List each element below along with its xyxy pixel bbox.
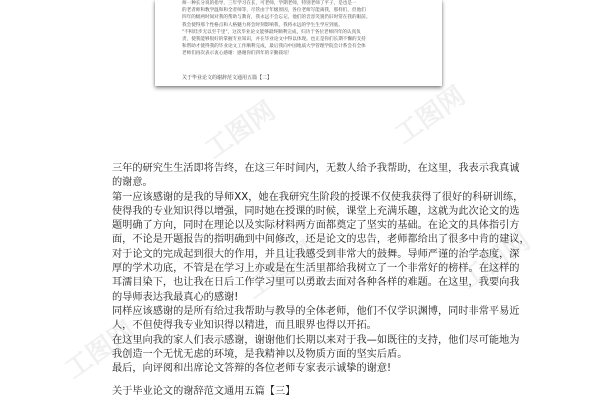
paragraph-line: 在这里向我的家人们表示感谢，谢谢他们长期以来对于我—如既往的支持，他们尽可能地为	[112, 334, 520, 346]
paragraph-line: 三年的研究生生活即将告终，在这三年时间内，无数人给予我帮助，在这里，我表示我真诚	[112, 163, 520, 174]
thumbnail-line: 的老者师和数学温和和全者师等，尽管由于年级原因，各位老师写能离我，那样们，但他们	[182, 8, 366, 14]
thumbnail-line: 我会使得那个性格点和人格魅力将会时刻影响我，我将永远的学生生学应到底。	[182, 22, 343, 28]
watermark: 工图网	[199, 95, 281, 166]
paragraph-line: 同样应该感谢的是所有给过我帮助与教导的全体老师，他们不仅学识渊博，同时非常平易近	[112, 305, 520, 317]
thumbnail-line: 和帮助才使得我的毕业论文工作顺利完成，最后我向中国地质大学管理学院会计系会有全体	[182, 44, 366, 50]
thumbnail-line: "不积跬步无以至千里"，这次毕业论文能够最终顺利完成，归功于各位老师四年的认真负	[182, 29, 361, 35]
paragraph-line: 我创造一个无忧无虑的环境，是我精神以及物质方面的坚实后盾。	[112, 348, 408, 360]
document-body	[112, 162, 530, 400]
paragraph-line: 的导师表达我最真心的感谢!	[112, 291, 239, 303]
paragraph-line: 第一应该感谢的是我的导师XX，她在我研究生阶段的授课不仅使我获得了很好的科研训练，	[112, 191, 524, 203]
thumbnail-page	[155, 0, 442, 86]
section-title: 关于毕业论文的谢辞范文通用五篇【三】	[112, 386, 296, 398]
paragraph-line: 人，不但使得我专业知识得以精进，而且眼界也得以开拓。	[112, 320, 377, 332]
thumbnail-line: 四年的级两时间对我的帮助与教育，我永远不会忘记，他们的音容笑貌仍旧时常在我的眼前。	[182, 15, 371, 21]
paragraph-line: 厚的学术功底，不管是在学习上亦或是在生活里都给我树立了一个非常好的榜样。在这样的	[112, 263, 520, 275]
watermark: 工图网	[454, 225, 536, 296]
paragraph-line: 题明确了方向，同时在理论以及实际材料两方面都奠定了坚实的基础。在论文的具体指引方	[112, 220, 520, 232]
paragraph-line: 耳濡目染下，也让我在日后工作学习里可以勇敢去面对各种各样的难题。在这里，我要向我	[112, 277, 520, 289]
paragraph-line: 面，不论是开题报告的指明确到中间修改，还是论文的忠告，老师都给出了很多中肯的建议，	[112, 234, 530, 246]
paragraph-line: 最后，向评阅和出席论文答辩的各位老师专家表示诚挚的谢意!	[112, 363, 392, 375]
watermark: 工图网	[239, 235, 321, 306]
thumbnail-text	[182, 0, 427, 58]
thumbnail-line: 老师们再次表示衷心感谢：感谢你们四年的辛勤栽培！	[182, 51, 293, 57]
paragraph-line: 使得我的专业知识得以增强，同时她在授课的时候，课堂上充满乐趣，这就为此次论文的选	[112, 205, 520, 217]
watermark: 工图网	[59, 315, 141, 386]
thumbnail-line: 责，使我能够很好的掌握专业知识，并在毕业论文中得以体现。也正是你们长期不懈的支持	[182, 36, 366, 42]
paragraph-line: 的谢意。	[112, 177, 153, 189]
paragraph-line: 对于论文的完成起到很大的作用，并且让我感受到非常大的鼓舞。导师严谨的治学态度，深	[112, 248, 520, 260]
watermark: 工图网	[389, 80, 471, 151]
thumbnail-caption: 关于毕业论文的谢辞范文通用五篇【二】	[182, 75, 273, 81]
thumbnail-line: 师一种长分说的指导，三年学习在长，可老师，学期老师，特别老师了平子，是也是一	[182, 1, 357, 6]
